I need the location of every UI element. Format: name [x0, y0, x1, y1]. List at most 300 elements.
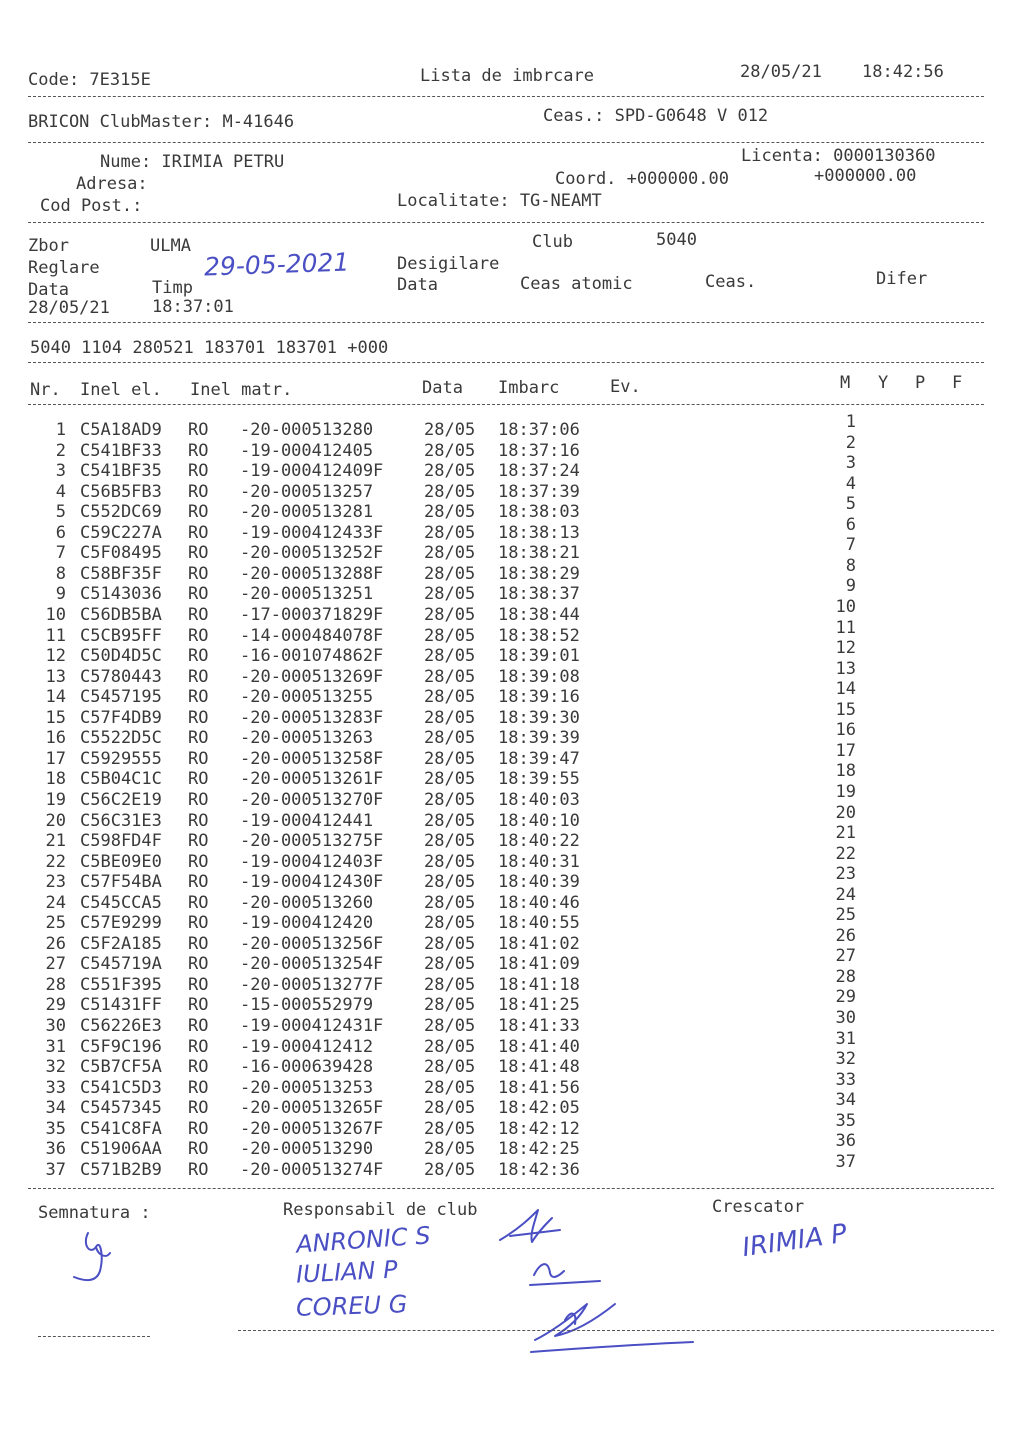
country-code: RO: [188, 605, 209, 625]
basket-time: 18:42:12: [498, 1118, 580, 1139]
electronic-ring: C51431FF: [80, 995, 162, 1016]
ring-number: -16-000639428: [240, 1057, 374, 1078]
basket-time: 18:39:01: [498, 646, 580, 666]
row-number: 15: [45, 707, 66, 728]
electronic-ring: C56C31E3: [80, 810, 162, 831]
document-title: Lista de imbrcare: [420, 66, 594, 86]
row-number: 17: [45, 748, 66, 769]
electronic-ring: C5143036: [80, 584, 162, 605]
code-label: Code: 7E315E: [28, 70, 151, 90]
table-row: [0, 576, 1024, 605]
atomic-clock-label: Ceas atomic: [520, 274, 633, 294]
table-row: [0, 740, 1024, 769]
table-row: [0, 1090, 1024, 1119]
basket-time: 18:40:55: [498, 913, 580, 934]
row-number: 21: [45, 831, 66, 851]
ring-number: -19-000412441: [240, 810, 374, 831]
basket-time: 18:40:22: [498, 831, 580, 851]
table-row: [0, 597, 1024, 625]
basket-date: 28/05: [424, 440, 476, 461]
handwritten-name-2: IULIAN P: [295, 1255, 399, 1289]
country-code: RO: [188, 851, 209, 872]
country-code: RO: [188, 974, 209, 995]
basket-date: 28/05: [424, 789, 476, 810]
row-number: 12: [45, 646, 66, 666]
position-m: 30: [835, 1008, 856, 1028]
basket-date: 28/05: [424, 563, 476, 584]
electronic-ring: C57F54BA: [80, 872, 162, 893]
table-row: [0, 638, 1024, 666]
table-row: [0, 720, 1024, 749]
row-number: 11: [45, 625, 66, 646]
ring-number: -20-000513261F: [240, 769, 384, 790]
table-row: [0, 884, 1024, 913]
position-m: 4: [845, 473, 856, 494]
country-code: RO: [188, 1077, 209, 1098]
basket-time: 18:41:09: [498, 954, 580, 975]
basket-date: 28/05: [424, 831, 476, 851]
divider: [28, 142, 984, 143]
row-number: 26: [45, 933, 66, 954]
country-code: RO: [188, 1118, 209, 1139]
electronic-ring: C571B2B9: [80, 1159, 162, 1180]
country-code: RO: [188, 563, 209, 584]
handwritten-name-1: ANRONIC S: [295, 1221, 432, 1259]
country-code: RO: [188, 440, 209, 461]
ring-number: -20-000513257: [240, 481, 374, 502]
position-m: 12: [835, 638, 856, 658]
position-m: 5: [845, 494, 856, 515]
position-m: 37: [835, 1151, 856, 1172]
country-code: RO: [188, 502, 209, 523]
divider: [28, 222, 984, 223]
basket-date: 28/05: [424, 995, 476, 1016]
ring-number: -19-000412420: [240, 913, 374, 934]
electronic-ring: C541BF33: [80, 440, 162, 461]
position-m: 22: [835, 843, 856, 864]
country-code: RO: [188, 687, 209, 708]
club-signature-2: [520, 1245, 610, 1295]
basket-time: 18:40:39: [498, 872, 580, 893]
row-number: 35: [45, 1118, 66, 1139]
country-code: RO: [188, 892, 209, 913]
position-m: 35: [835, 1110, 856, 1131]
basket-time: 18:41:02: [498, 933, 580, 954]
table-row: [0, 1069, 1024, 1098]
country-code: RO: [188, 748, 209, 769]
basket-date: 28/05: [424, 707, 476, 728]
row-number: 25: [45, 913, 66, 934]
table-row: [0, 905, 1024, 934]
country-code: RO: [188, 954, 209, 975]
basket-date: 28/05: [424, 461, 476, 482]
divider: [28, 96, 984, 97]
position-m: 17: [835, 740, 856, 761]
row-number: 14: [45, 687, 66, 708]
signature-label: Semnatura :: [38, 1203, 151, 1223]
position-m: 10: [835, 597, 856, 617]
clock-label: Ceas.: SPD-G0648 V 012: [543, 106, 769, 126]
header-date: Data: [422, 378, 463, 398]
basket-time: 18:39:47: [498, 748, 580, 769]
ring-number: -20-000513275F: [240, 831, 384, 851]
ring-number: -19-000412412: [240, 1036, 374, 1057]
country-code: RO: [188, 933, 209, 954]
basket-time: 18:39:08: [498, 666, 580, 687]
country-code: RO: [188, 1057, 209, 1078]
country-code: RO: [188, 1139, 209, 1160]
basket-date: 28/05: [424, 748, 476, 769]
ring-number: -19-000412430F: [240, 872, 384, 893]
ring-number: -20-000513254F: [240, 954, 384, 975]
basket-time: 18:38:44: [498, 605, 580, 625]
electronic-ring: C598FD4F: [80, 831, 162, 851]
basket-time: 18:37:16: [498, 440, 580, 461]
row-number: 31: [45, 1036, 66, 1057]
basket-date: 28/05: [424, 1077, 476, 1098]
difference-label: Difer: [876, 269, 928, 289]
position-m: 28: [835, 966, 856, 987]
basket-time: 18:41:18: [498, 974, 580, 995]
divider: [28, 322, 984, 323]
basket-date: 28/05: [424, 1036, 476, 1057]
position-m: 15: [835, 699, 856, 720]
electronic-ring: C541C8FA: [80, 1118, 162, 1139]
position-m: 27: [835, 946, 856, 967]
basket-time: 18:41:40: [498, 1036, 580, 1057]
ring-number: -16-001074862F: [240, 646, 384, 666]
row-number: 9: [55, 584, 66, 605]
electronic-ring: C56B5FB3: [80, 481, 162, 502]
country-code: RO: [188, 913, 209, 934]
electronic-ring: C56DB5BA: [80, 605, 162, 625]
fancier-name: Nume: IRIMIA PETRU: [100, 152, 285, 172]
electronic-ring: C545719A: [80, 954, 162, 975]
row-number: 6: [55, 522, 66, 543]
position-m: 33: [835, 1069, 856, 1090]
basket-time: 18:41:56: [498, 1077, 580, 1098]
table-row: [0, 925, 1024, 954]
basket-time: 18:41:25: [498, 995, 580, 1016]
clock-column-label: Ceas.: [705, 272, 757, 292]
divider: [28, 362, 984, 363]
ring-number: -20-000513251: [240, 584, 374, 605]
row-number: 18: [45, 769, 66, 790]
basket-time: 18:40:10: [498, 810, 580, 831]
basket-time: 18:38:37: [498, 584, 580, 605]
ring-number: -20-000513280: [240, 420, 374, 440]
row-number: 24: [45, 892, 66, 913]
row-number: 33: [45, 1077, 66, 1098]
basket-date: 28/05: [424, 974, 476, 995]
print-date: 28/05/21: [740, 62, 822, 82]
position-m: 25: [835, 905, 856, 926]
position-m: 9: [845, 576, 856, 597]
ring-number: -20-000513267F: [240, 1118, 384, 1139]
electronic-ring: C5457345: [80, 1098, 162, 1119]
electronic-ring: C58BF35F: [80, 563, 162, 584]
country-code: RO: [188, 543, 209, 564]
country-code: RO: [188, 810, 209, 831]
basket-time: 18:39:55: [498, 769, 580, 790]
position-m: 31: [835, 1028, 856, 1049]
basket-time: 18:38:03: [498, 502, 580, 523]
basket-time: 18:42:05: [498, 1098, 580, 1119]
row-number: 23: [45, 872, 66, 893]
ring-number: -20-000513258F: [240, 748, 384, 769]
country-code: RO: [188, 769, 209, 790]
header-f: F: [952, 373, 963, 393]
row-number: 16: [45, 728, 66, 749]
ring-number: -20-000513283F: [240, 707, 384, 728]
header-ring-number: Inel matr.: [190, 380, 293, 400]
row-number: 7: [55, 543, 66, 564]
table-row: [0, 1028, 1024, 1057]
basket-date: 28/05: [424, 687, 476, 708]
summary-line: 5040 1104 280521 183701 183701 +000: [30, 338, 389, 358]
basket-date: 28/05: [424, 913, 476, 934]
basket-date: 28/05: [424, 851, 476, 872]
basket-date: 28/05: [424, 1057, 476, 1078]
basket-date: 28/05: [424, 584, 476, 605]
position-m: 3: [845, 453, 856, 474]
breeder-handwritten-name: IRIMIA P: [740, 1218, 849, 1264]
basket-date: 28/05: [424, 1159, 476, 1180]
basket-date: 28/05: [424, 646, 476, 666]
ring-number: -17-000371829F: [240, 605, 384, 625]
unsealing-date-label: Data: [397, 275, 438, 295]
basket-date: 28/05: [424, 1016, 476, 1036]
basket-time: 18:37:24: [498, 461, 580, 482]
basket-date: 28/05: [424, 420, 476, 440]
table-row: [0, 1151, 1024, 1180]
row-number: 1: [55, 420, 66, 440]
table-row: [0, 843, 1024, 872]
country-code: RO: [188, 1016, 209, 1036]
row-number: 20: [45, 810, 66, 831]
ring-number: -20-000513270F: [240, 789, 384, 810]
electronic-ring: C56226E3: [80, 1016, 162, 1036]
table-row: [0, 658, 1024, 687]
club-label: Club: [532, 232, 573, 252]
country-code: RO: [188, 995, 209, 1016]
table-row: [0, 823, 1024, 851]
setting-date: 28/05/21: [28, 298, 110, 318]
basket-date: 28/05: [424, 769, 476, 790]
table-row: [0, 412, 1024, 440]
country-code: RO: [188, 1098, 209, 1119]
electronic-ring: C59C227A: [80, 522, 162, 543]
table-row: [0, 699, 1024, 728]
position-m: 2: [845, 432, 856, 453]
basket-date: 28/05: [424, 728, 476, 749]
flight-label: Zbor: [28, 236, 69, 256]
basket-date: 28/05: [424, 666, 476, 687]
handwritten-date: 29-05-2021: [203, 247, 350, 282]
basket-time: 18:41:33: [498, 1016, 580, 1036]
row-number: 28: [45, 974, 66, 995]
table-row: [0, 679, 1024, 708]
electronic-ring: C5F2A185: [80, 933, 162, 954]
electronic-ring: C56C2E19: [80, 789, 162, 810]
electronic-ring: C552DC69: [80, 502, 162, 523]
unsealing-label: Desigilare: [397, 254, 500, 274]
table-row: [0, 946, 1024, 975]
basket-date: 28/05: [424, 502, 476, 523]
header-m: M: [840, 373, 851, 393]
basket-date: 28/05: [424, 872, 476, 893]
basket-time: 18:37:39: [498, 481, 580, 502]
row-number: 19: [45, 789, 66, 810]
header-y: Y: [878, 373, 889, 393]
position-m: 24: [835, 884, 856, 905]
electronic-ring: C5BE09E0: [80, 851, 162, 872]
date-label: Data: [28, 280, 69, 300]
coordinates: Coord. +000000.00: [555, 169, 729, 189]
table-row: [0, 453, 1024, 482]
row-number: 22: [45, 851, 66, 872]
basket-time: 18:38:29: [498, 563, 580, 584]
position-m: 8: [845, 555, 856, 576]
electronic-ring: C5F9C196: [80, 1036, 162, 1057]
position-m: 36: [835, 1131, 856, 1152]
print-time: 18:42:56: [862, 62, 944, 82]
country-code: RO: [188, 1036, 209, 1057]
table-row: [0, 617, 1024, 646]
ring-number: -19-000412403F: [240, 851, 384, 872]
header-basket-time: Imbarc: [498, 378, 560, 398]
header-event: Ev.: [610, 377, 641, 397]
row-number: 8: [55, 563, 66, 584]
table-row: [0, 1049, 1024, 1078]
row-number: 36: [45, 1139, 66, 1160]
country-code: RO: [188, 872, 209, 893]
basket-date: 28/05: [424, 933, 476, 954]
position-m: 19: [835, 781, 856, 802]
setting-label: Reglare: [28, 258, 100, 278]
row-number: 13: [45, 666, 66, 687]
ring-number: -20-000513277F: [240, 974, 384, 995]
ring-number: -20-000513290: [240, 1139, 374, 1160]
basket-date: 28/05: [424, 954, 476, 975]
license-number: Licenta: 0000130360: [741, 146, 936, 166]
basket-time: 18:39:39: [498, 728, 580, 749]
electronic-ring: C5F08495: [80, 543, 162, 564]
basket-time: 18:42:36: [498, 1159, 580, 1180]
position-m: 18: [835, 761, 856, 782]
ring-number: -20-000513265F: [240, 1098, 384, 1119]
basket-date: 28/05: [424, 1139, 476, 1160]
basket-time: 18:38:21: [498, 543, 580, 564]
basket-date: 28/05: [424, 892, 476, 913]
clubmaster-label: BRICON ClubMaster: M-41646: [28, 112, 295, 132]
row-number: 30: [45, 1016, 66, 1036]
position-m: 34: [835, 1090, 856, 1111]
position-m: 21: [835, 823, 856, 843]
time-label: Timp: [152, 278, 193, 298]
row-number: 37: [45, 1159, 66, 1180]
basket-time: 18:38:52: [498, 625, 580, 646]
country-code: RO: [188, 646, 209, 666]
club-value: 5040: [656, 230, 697, 250]
position-m: 20: [835, 802, 856, 823]
country-code: RO: [188, 420, 209, 440]
ring-number: -14-000484078F: [240, 625, 384, 646]
row-number: 4: [55, 481, 66, 502]
row-number: 10: [45, 605, 66, 625]
table-row: [0, 535, 1024, 564]
basket-time: 18:39:30: [498, 707, 580, 728]
signature-line: [38, 1336, 150, 1337]
electronic-ring: C5B7CF5A: [80, 1057, 162, 1078]
position-m: 32: [835, 1049, 856, 1070]
table-row: [0, 761, 1024, 790]
row-number: 5: [55, 502, 66, 523]
position-m: 29: [835, 987, 856, 1008]
country-code: RO: [188, 481, 209, 502]
address-label: Adresa:: [76, 174, 148, 194]
ring-number: -19-000412431F: [240, 1016, 384, 1036]
electronic-ring: C5CB95FF: [80, 625, 162, 646]
position-m: 16: [835, 720, 856, 741]
signature-line: [238, 1330, 994, 1331]
row-number: 3: [55, 461, 66, 482]
table-row: [0, 432, 1024, 461]
electronic-ring: C541C5D3: [80, 1077, 162, 1098]
fancier-signature: [60, 1225, 130, 1295]
ring-number: -19-000412433F: [240, 522, 384, 543]
divider: [28, 1188, 994, 1189]
country-code: RO: [188, 1159, 209, 1180]
postal-code-label: Cod Post.:: [40, 196, 143, 216]
electronic-ring: C51906AA: [80, 1139, 162, 1160]
position-m: 13: [835, 658, 856, 679]
basket-date: 28/05: [424, 605, 476, 625]
electronic-ring: C545CCA5: [80, 892, 162, 913]
table-row: [0, 1110, 1024, 1139]
coordinates-second: +000000.00: [814, 166, 917, 186]
electronic-ring: C5A18AD9: [80, 420, 162, 440]
ring-number: -20-000513281: [240, 502, 374, 523]
position-m: 6: [845, 514, 856, 535]
position-m: 7: [845, 535, 856, 556]
ring-number: -19-000412409F: [240, 461, 384, 482]
ring-number: -20-000513260: [240, 892, 374, 913]
electronic-ring: C5B04C1C: [80, 769, 162, 790]
electronic-ring: C5929555: [80, 748, 162, 769]
country-code: RO: [188, 584, 209, 605]
handwritten-name-3: COREU G: [295, 1290, 408, 1322]
basket-date: 28/05: [424, 625, 476, 646]
basket-time: 18:38:13: [498, 522, 580, 543]
setting-time: 18:37:01: [152, 297, 234, 317]
table-row: [0, 987, 1024, 1016]
electronic-ring: C5780443: [80, 666, 162, 687]
position-m: 23: [835, 864, 856, 885]
row-number: 29: [45, 995, 66, 1016]
locality: Localitate: TG-NEAMT: [397, 191, 602, 211]
table-row: [0, 494, 1024, 523]
basket-date: 28/05: [424, 481, 476, 502]
basket-time: 18:40:03: [498, 789, 580, 810]
electronic-ring: C551F395: [80, 974, 162, 995]
table-row: [0, 966, 1024, 995]
position-m: 26: [835, 925, 856, 946]
electronic-ring: C5457195: [80, 687, 162, 708]
table-row: [0, 781, 1024, 810]
table-row: [0, 802, 1024, 831]
flight-value: ULMA: [150, 236, 191, 256]
